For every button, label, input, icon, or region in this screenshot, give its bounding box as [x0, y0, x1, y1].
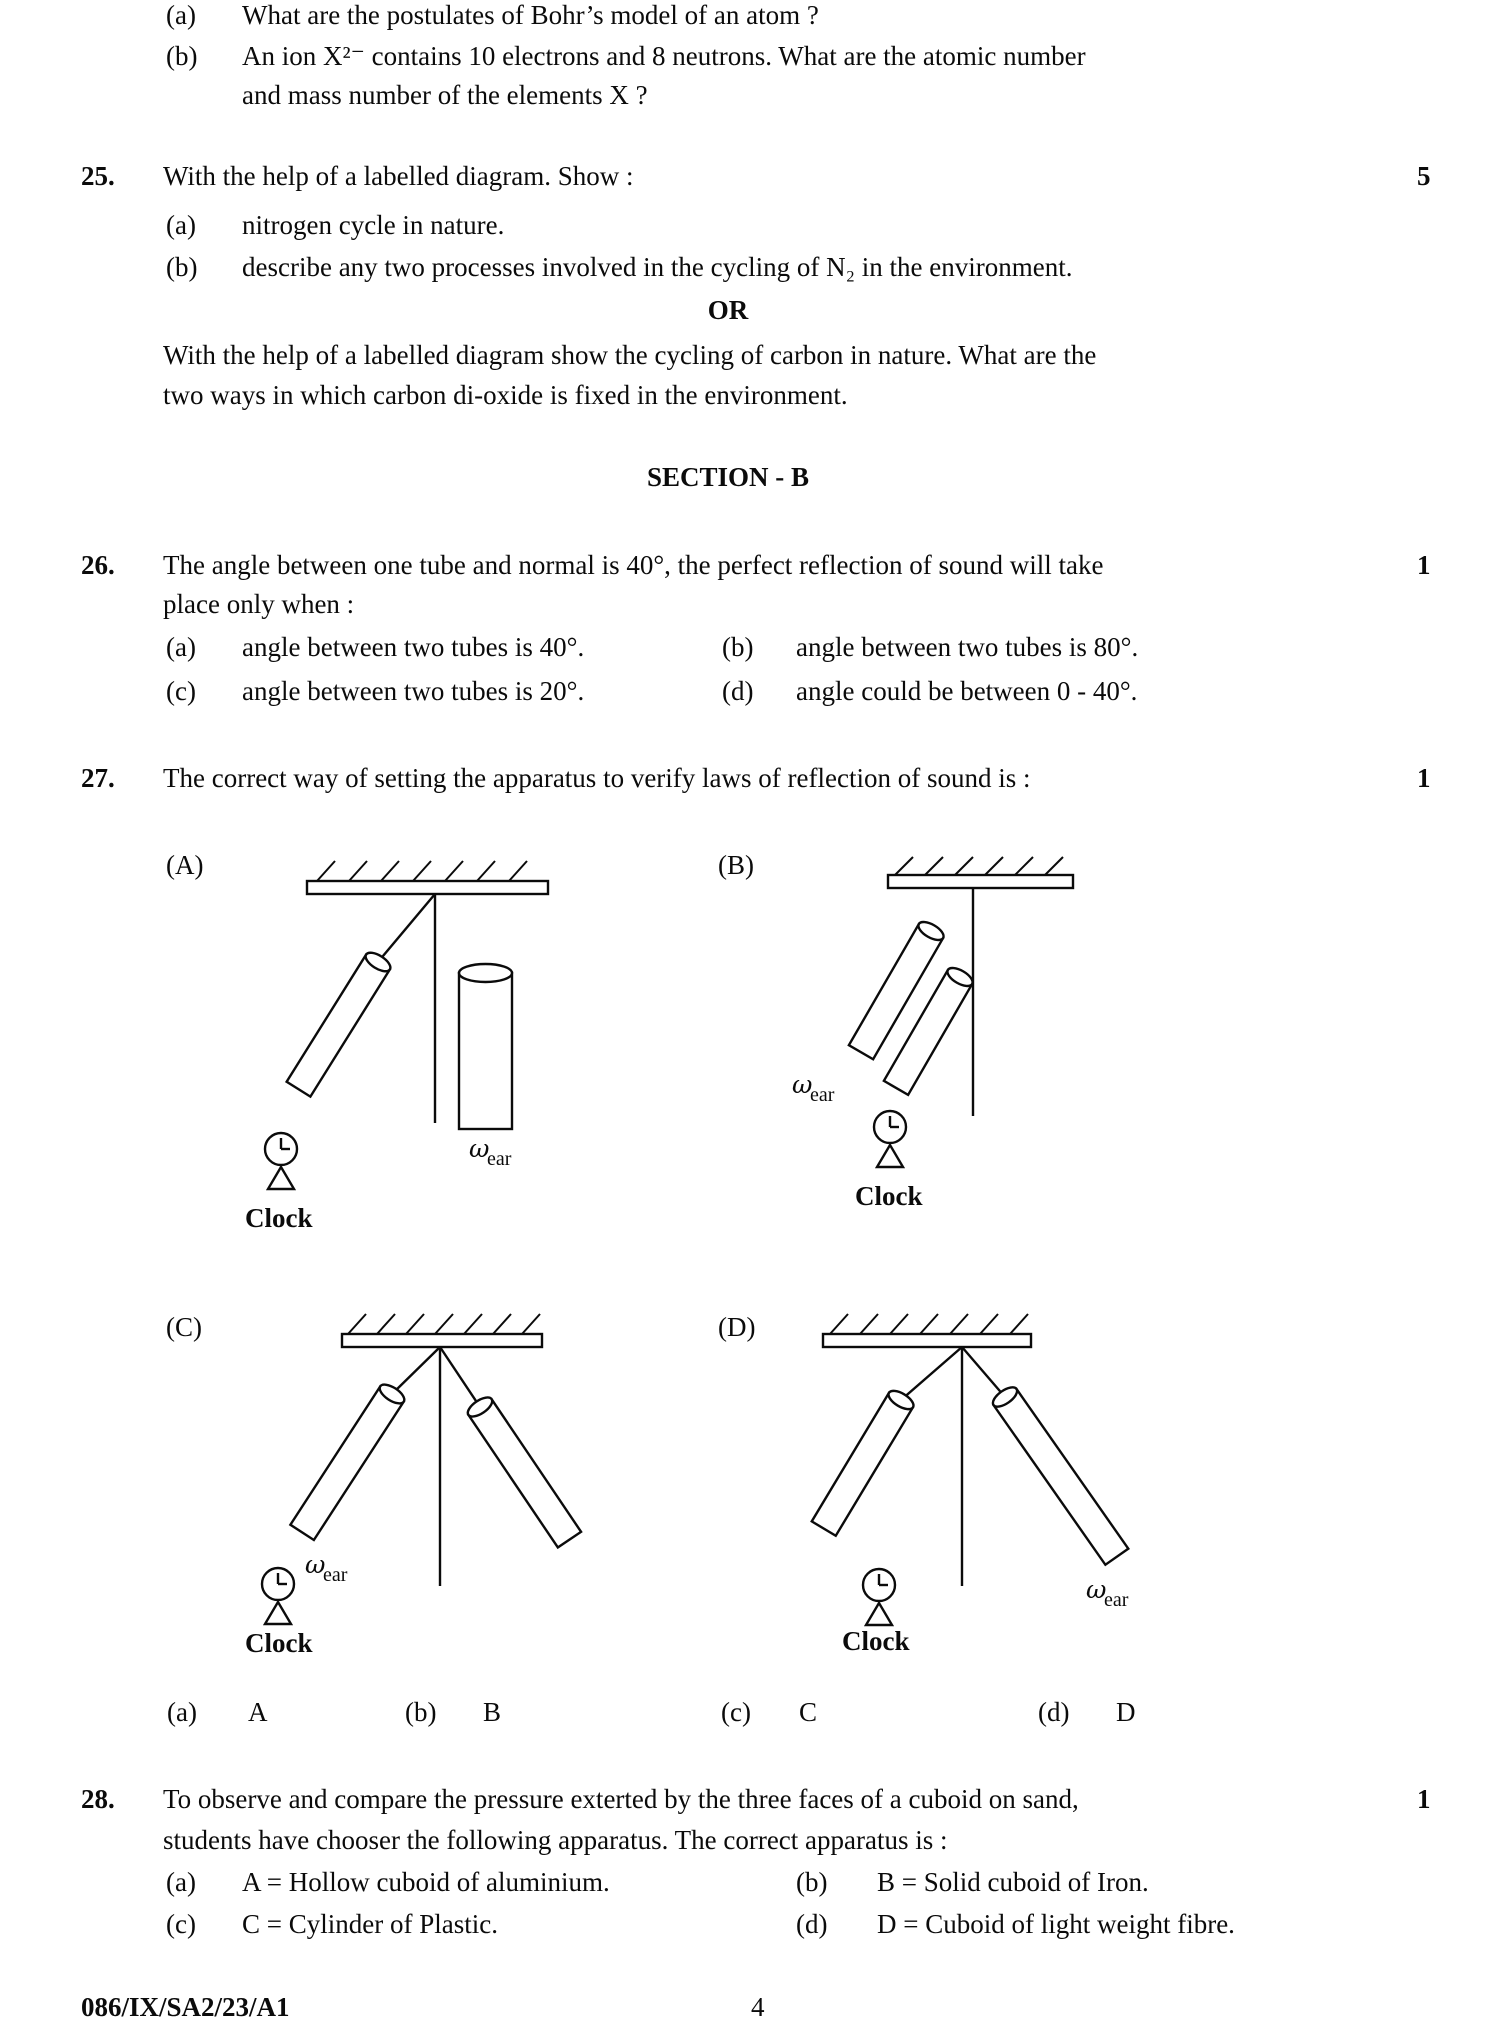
q28-option-d-label: (d) [796, 1909, 828, 1939]
clock-label: Clock [245, 1203, 313, 1233]
clock-stand [866, 1603, 892, 1625]
q26-option-d-label: (d) [722, 676, 754, 706]
clock-stand [877, 1145, 903, 1167]
omega-ear-sub: ear [810, 1084, 835, 1106]
omega-ear-label: ω [792, 1070, 813, 1099]
q25-option-b-text: describe any two processes involved in the cycling of N₂ in the environment. [242, 252, 1073, 282]
diagram-label-B: (B) [718, 850, 754, 880]
diagram-B [780, 855, 1090, 1245]
diagram-label-A: (A) [166, 850, 204, 880]
clock-stand [265, 1602, 291, 1624]
intro-option-b-line1: An ion X²⁻ contains 10 electrons and 8 neutrons. What are the atomic number [242, 41, 1086, 71]
q26-option-a-text: angle between two tubes is 40°. [242, 632, 585, 662]
q25-alt-line1: With the help of a labelled diagram show the cycling of carbon in nature. What are the [163, 340, 1097, 370]
q27-answer-c-label: (c) [721, 1697, 751, 1727]
ear-tube [465, 1394, 581, 1548]
reflector-board [823, 1334, 1031, 1347]
q26-option-d-text: angle could be between 0 - 40°. [796, 676, 1138, 706]
question-28-number: 28. [81, 1784, 115, 1814]
q26-option-a-label: (a) [166, 632, 196, 662]
q25-option-a-text: nitrogen cycle in nature. [242, 210, 505, 240]
section-b-heading: SECTION - B [646, 462, 810, 492]
q26-option-c-label: (c) [166, 676, 196, 706]
clock-label: Clock [855, 1181, 923, 1211]
intro-option-a-label: (a) [166, 0, 196, 30]
question-26-line1: The angle between one tube and normal is 40°, the perfect reflection of sound will take [163, 550, 1104, 580]
q25-alt-line2: two ways in which carbon di-oxide is fixed in the environment. [163, 380, 848, 410]
clock-icon [863, 1569, 895, 1625]
diagram-label-D: (D) [718, 1312, 756, 1342]
tube-string-left [392, 1347, 440, 1394]
question-26-marks: 1 [1417, 550, 1431, 580]
tube-string [378, 894, 435, 962]
question-26-number: 26. [81, 550, 115, 580]
question-27-text: The correct way of setting the apparatus to verify laws of reflection of sound is : [163, 763, 1031, 793]
q27-answer-a-text: A [248, 1697, 268, 1727]
paper-code: 086/IX/SA2/23/A1 [81, 1992, 290, 2022]
intro-option-b-line2: and mass number of the elements X ? [242, 80, 648, 110]
q25-option-a-label: (a) [166, 210, 196, 240]
ear-tube [459, 964, 512, 1129]
q25-option-b-label: (b) [166, 252, 198, 282]
omega-ear-label: ω [305, 1550, 326, 1579]
question-28-marks: 1 [1417, 1784, 1431, 1814]
clock-label: Clock [842, 1626, 910, 1656]
question-25-number: 25. [81, 161, 115, 191]
tube-string-left [901, 1347, 962, 1400]
diagram-C [235, 1306, 585, 1696]
ear-tube [990, 1384, 1129, 1565]
page-number: 4 [751, 1992, 765, 2022]
ceiling-hatch [317, 861, 527, 881]
clock-stand [268, 1167, 294, 1189]
omega-ear-sub: ear [1104, 1589, 1129, 1611]
tube-string-right [962, 1347, 1005, 1397]
tube-string-right [440, 1347, 480, 1407]
q28-option-a-text: A = Hollow cuboid of aluminium. [242, 1867, 610, 1897]
sound-tube [290, 1381, 407, 1540]
q27-answer-d-text: D [1116, 1697, 1136, 1727]
q27-answer-b-text: B [483, 1697, 502, 1727]
question-28-line1: To observe and compare the pressure exterted by the three faces of a cuboid on sand, [163, 1784, 1079, 1814]
q27-answer-b-label: (b) [405, 1697, 437, 1727]
q27-answer-a-label: (a) [167, 1697, 197, 1727]
question-25-marks: 5 [1417, 161, 1431, 191]
q28-option-c-text: C = Cylinder of Plastic. [242, 1909, 498, 1939]
omega-ear-label: ω [1086, 1575, 1107, 1604]
q28-option-c-label: (c) [166, 1909, 196, 1939]
diagram-A [222, 855, 562, 1245]
reflector-board [888, 875, 1073, 888]
question-28-line2: students have chooser the following apparatus. The correct apparatus is : [163, 1825, 948, 1855]
omega-ear-sub: ear [487, 1148, 512, 1170]
ceiling-hatch [830, 1314, 1028, 1334]
q28-option-b-text: B = Solid cuboid of Iron. [877, 1867, 1149, 1897]
q28-option-a-label: (a) [166, 1867, 196, 1897]
clock-icon [265, 1133, 297, 1189]
q25-or-separator: OR [707, 295, 749, 325]
sound-tube [812, 1387, 917, 1536]
intro-option-a-text: What are the postulates of Bohr’s model of an atom ? [242, 0, 819, 30]
q26-option-b-text: angle between two tubes is 80°. [796, 632, 1139, 662]
ceiling-hatch [348, 1314, 540, 1334]
reflector-board [307, 881, 548, 894]
diagram-label-C: (C) [166, 1312, 202, 1342]
question-25-text: With the help of a labelled diagram. Show : [163, 161, 634, 191]
clock-icon [262, 1568, 294, 1624]
omega-ear-label: ω [469, 1134, 490, 1163]
q28-option-d-text: D = Cuboid of light weight fibre. [877, 1909, 1235, 1939]
q28-option-b-label: (b) [796, 1867, 828, 1897]
clock-icon [874, 1111, 906, 1167]
question-27-marks: 1 [1417, 763, 1431, 793]
clock-label: Clock [245, 1628, 313, 1658]
reflector-board [342, 1334, 542, 1347]
q26-option-b-label: (b) [722, 632, 754, 662]
omega-ear-sub: ear [323, 1564, 348, 1586]
ceiling-hatch [895, 857, 1063, 875]
diagram-D [810, 1306, 1170, 1696]
sound-tube [287, 949, 394, 1097]
q27-answer-d-label: (d) [1038, 1697, 1070, 1727]
q26-option-c-text: angle between two tubes is 20°. [242, 676, 585, 706]
intro-option-b-label: (b) [166, 41, 198, 71]
q27-answer-c-text: C [799, 1697, 818, 1727]
question-27-number: 27. [81, 763, 115, 793]
question-26-line2: place only when : [163, 589, 355, 619]
